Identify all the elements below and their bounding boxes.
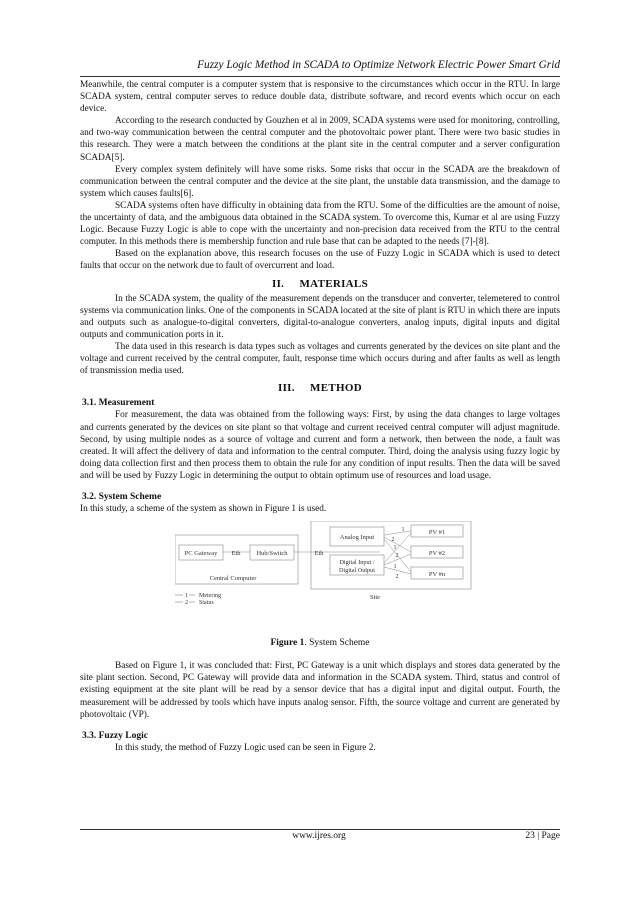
link-number: 2 — [395, 553, 399, 560]
pv1-label: PV #1 — [428, 529, 446, 537]
footer-page-number: 23 | Page — [525, 831, 560, 841]
pc-gateway-label: PC Gateway — [184, 550, 218, 558]
footer-rule — [80, 829, 560, 830]
footer-url: www.ijres.org — [292, 831, 346, 841]
intro-paragraph-3: Every complex system definitely will have some risks. Some risks that occur in the SCADA are the breakdown of communication between the central computer and the device at the site plant, the unstable data transmission, and the damage to system which causes faults[6]. — [80, 164, 560, 199]
intro-paragraph-1: Meanwhile, the central computer is a computer system that is responsive to the circumstances which occur in the RTU. In large SCADA system, central computer serves to reduce double data, distribute software, and record events which occur on each device. — [80, 80, 560, 115]
subsection-heading-fuzzy-logic: 3.3. Fuzzy Logic — [82, 730, 148, 741]
site-label: Site — [369, 594, 381, 602]
intro-paragraph-2: According to the research conducted by Gouzhen et al in 2009, SCADA systems were used for monitoring, controlling, and two-way communication between the central computer and the photovoltaic power plant. There were two basic studies in this research. They were a match between the conditions at the plant site in the central computer and a server configuration SCADA[5]. — [80, 116, 560, 163]
body-text — [80, 79, 560, 754]
section-heading-materials: II. MATERIALS — [272, 277, 368, 290]
intro-paragraph-4: SCADA systems often have difficulty in obtaining data from the RTU. Some of the difficulties are the amount of noise, the uncertainty of data, and the ambiguous data obtained in the SCADA system. To overcome this, Kumar et al are using Fuzzy Logic. Because Fuzzy Logic is able to cope with the uncertainty and non-precision data received from the RTU to the central computer. In this methods there is membership function and rule base that can be adapted to the needs [7]-[8]. — [80, 200, 560, 248]
fuzzy-logic-paragraph: In this study, the method of Fuzzy Logic used can be seen in Figure 2. — [115, 742, 376, 753]
hub-switch-label: Hub/Switch — [256, 550, 288, 558]
link-number: 1 — [393, 564, 397, 571]
pvn-label: PV #n — [428, 571, 446, 579]
analog-input-label: Analog Input — [339, 534, 375, 542]
figure-1-caption-text: . System Scheme — [304, 638, 370, 649]
subsection-heading-measurement: 3.1. Measurement — [82, 398, 155, 409]
metering-link-pv2 — [384, 537, 411, 552]
system-scheme-svg — [175, 521, 475, 631]
materials-paragraph-1: In the SCADA system, the quality of the measurement depends on the transducer and converter, telemetered to control systems via communication links. One of the components in SCADA located at the site of plant is RTU in which there are inputs and outputs such as analogue-to-digital converters, digital-to-analogue converters, analog inputs, digital inputs and digital outputs and communication ports in it. — [80, 293, 560, 340]
digital-io-label-line2: Digital Output — [339, 567, 375, 575]
running-header: Fuzzy Logic Method in SCADA to Optimize Network Electric Power Smart Grid — [197, 59, 560, 71]
pv2-label: PV #2 — [428, 550, 446, 558]
status-link-pvn — [384, 567, 411, 574]
link-number: 1 — [393, 545, 397, 552]
central-computer-label: Central Computer — [209, 575, 257, 583]
header-rule — [80, 76, 560, 77]
figure-1-discussion-paragraph: Based on Figure 1, it was concluded that: First, PC Gateway is a unit which displays and stores data generated by the site plant section. Second, PC Gateway will provide data and information in the SCADA system. Third, status and control of existing equipment at the site plant will be read by a sensor device that has a digital input and digital output. Fourth, the measurement will be addressed by tools which have inputs analog sensor. Fifth, the source voltage and current are generated by photovoltaic (VP). — [80, 661, 560, 720]
link-number: 1 — [401, 527, 405, 534]
subsection-heading-system-scheme: 3.2. System Scheme — [82, 492, 162, 502]
legend-metering-number: 1 — [185, 593, 188, 600]
figure-1-caption — [80, 637, 560, 649]
figure-1-caption-label: Figure 1 — [270, 638, 305, 649]
link-number: 2 — [391, 537, 395, 544]
link-number: 2 — [395, 574, 399, 581]
intro-paragraph-5: Based on the explanation above, this research focuses on the use of Fuzzy Logic in SCADA which is used to detect faults that occur on the network due to fault of overcurrent and load. — [80, 249, 560, 272]
legend-metering-label: Metering — [199, 593, 221, 600]
eth-label-2: Eth — [314, 550, 324, 558]
materials-paragraph-2: The data used in this research is data types such as voltages and currents generated by the devices on site plant and the voltage and current received by the central computer, fault, response time which occurs during and after faults as well as length of transmission media used. — [80, 341, 560, 377]
figure-1-diagram — [80, 521, 560, 637]
legend-status-number: 2 — [185, 600, 188, 607]
metering-link-pv1 — [384, 531, 411, 535]
measurement-paragraph: For measurement, the data was obtained from the following ways: First, by using the data changes to large voltages and currents generated by the devices on site plant so that voltage and current received central computer will adjust magnitude. Second, by using multiple nodes as a source of voltage and current and form a network, then between the node, a fault was created. It will affect the delivery of data and information to the central computer. Third, doing the analysis using fuzzy logic by doing data collection first and then process them to obtain the rule for any condition of input results. Then the data will be saved and will be used by Fuzzy Logic in determining the output to obtain optimum use of resources and load usage. — [80, 410, 560, 481]
digital-io-label-line1: Digital Input / — [339, 559, 375, 567]
eth-label-1: Eth — [231, 550, 241, 558]
legend-status-label: Status — [199, 600, 214, 607]
section-heading-method: III. METHOD — [278, 382, 362, 395]
system-scheme-paragraph: In this study, a scheme of the system as shown in Figure 1 is used. — [80, 504, 327, 515]
